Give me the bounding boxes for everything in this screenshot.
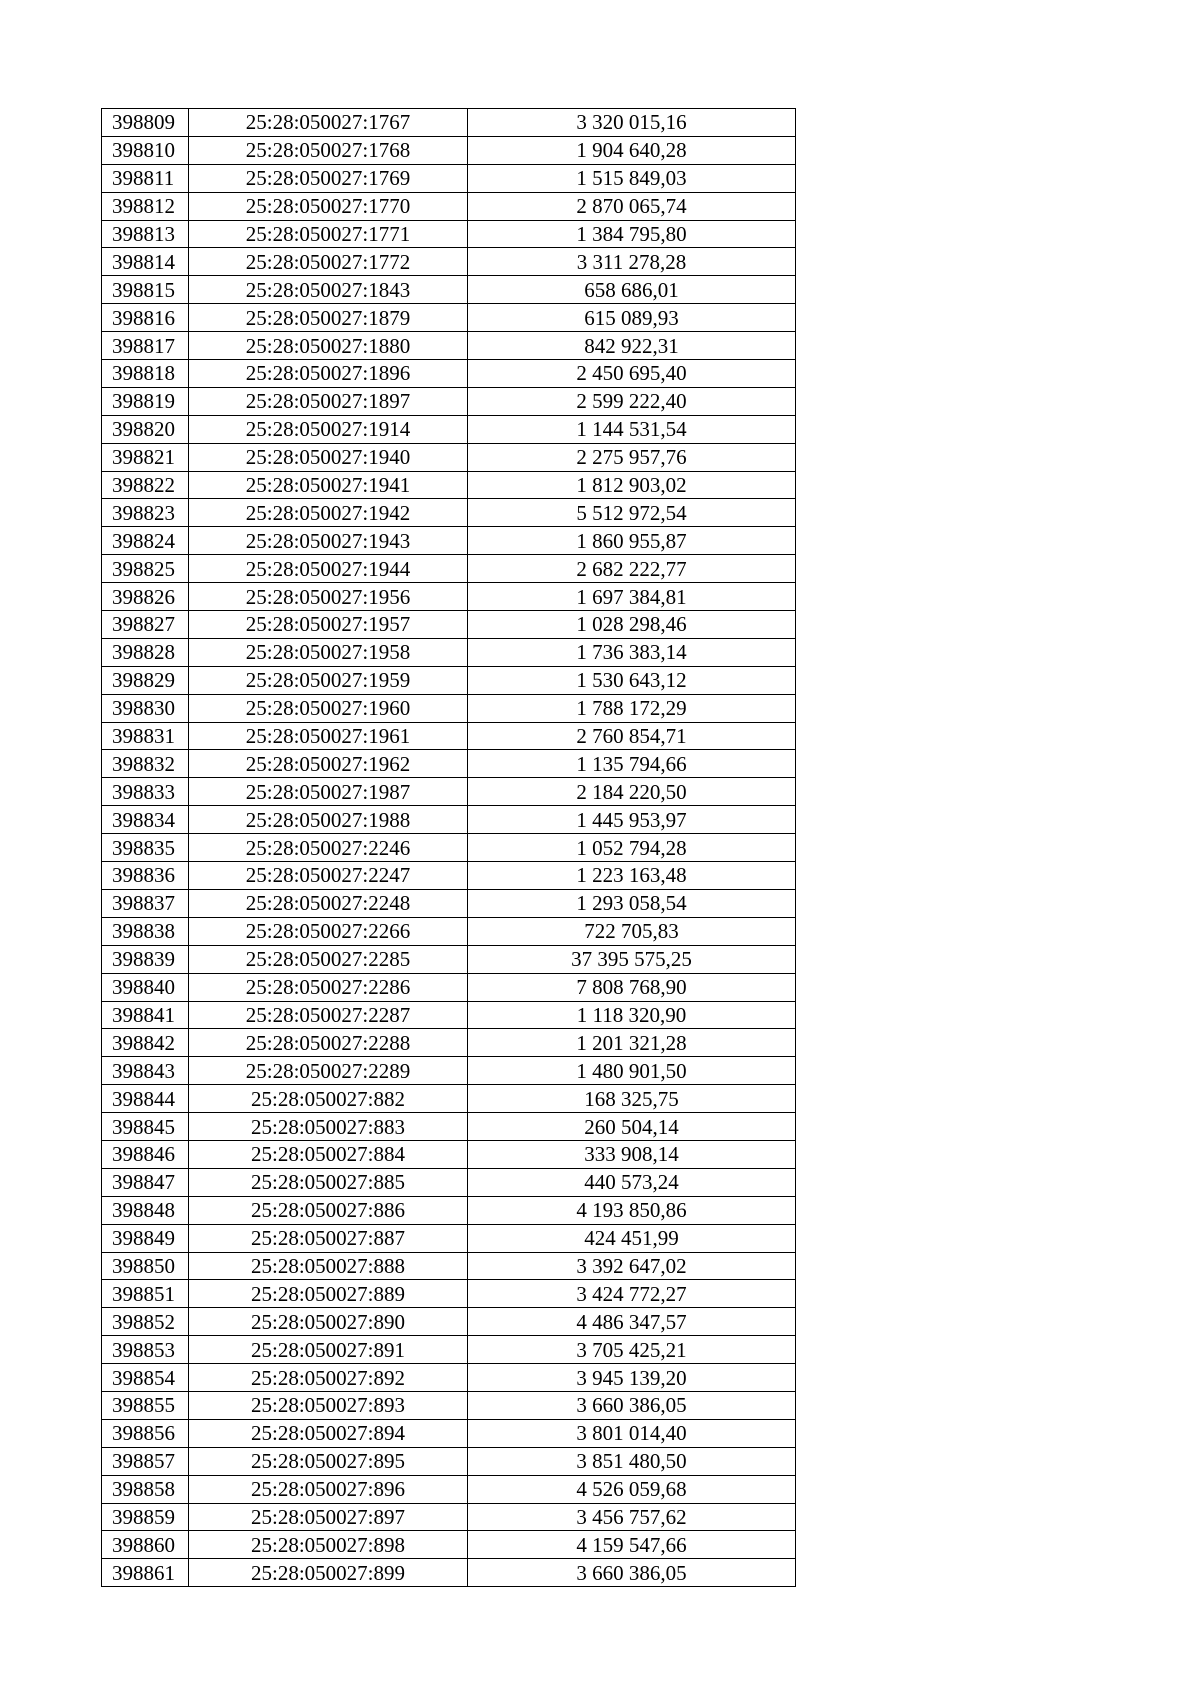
table-row [102, 583, 796, 611]
cadastral-number-cell: 25:28:050027:1961 [189, 722, 468, 750]
row-number-cell: 398810 [102, 136, 189, 164]
table-row [102, 192, 796, 220]
row-number-cell: 398849 [102, 1224, 189, 1252]
cadastral-value-cell: 615 089,93 [468, 304, 796, 332]
cadastral-value-cell: 2 760 854,71 [468, 722, 796, 750]
cadastral-number-cell: 25:28:050027:899 [189, 1559, 468, 1587]
cadastral-number-cell: 25:28:050027:1956 [189, 583, 468, 611]
table-row [102, 220, 796, 248]
table-row [102, 499, 796, 527]
table-row [102, 1140, 796, 1168]
row-number-cell: 398852 [102, 1308, 189, 1336]
cadastral-number-cell: 25:28:050027:1987 [189, 778, 468, 806]
table-row [102, 276, 796, 304]
table-row [102, 1447, 796, 1475]
row-number-cell: 398858 [102, 1475, 189, 1503]
cadastral-number-cell: 25:28:050027:1769 [189, 164, 468, 192]
row-number-cell: 398818 [102, 360, 189, 388]
cadastral-value-cell: 1 904 640,28 [468, 136, 796, 164]
cadastral-value-cell: 333 908,14 [468, 1140, 796, 1168]
row-number-cell: 398859 [102, 1503, 189, 1531]
table-row [102, 1057, 796, 1085]
row-number-cell: 398814 [102, 248, 189, 276]
row-number-cell: 398847 [102, 1168, 189, 1196]
cadastral-number-cell: 25:28:050027:2285 [189, 945, 468, 973]
cadastral-number-cell: 25:28:050027:2246 [189, 834, 468, 862]
cadastral-value-cell: 1 052 794,28 [468, 834, 796, 862]
cadastral-value-cell: 2 870 065,74 [468, 192, 796, 220]
row-number-cell: 398835 [102, 834, 189, 862]
cadastral-number-cell: 25:28:050027:1914 [189, 415, 468, 443]
table-body [102, 109, 796, 1587]
cadastral-value-table [101, 108, 796, 1587]
row-number-cell: 398861 [102, 1559, 189, 1587]
row-number-cell: 398833 [102, 778, 189, 806]
table-row [102, 360, 796, 388]
cadastral-number-cell: 25:28:050027:1943 [189, 527, 468, 555]
row-number-cell: 398839 [102, 945, 189, 973]
row-number-cell: 398830 [102, 694, 189, 722]
table-row [102, 1001, 796, 1029]
table-row [102, 1224, 796, 1252]
table-row [102, 332, 796, 360]
cadastral-value-cell: 4 526 059,68 [468, 1475, 796, 1503]
table-row [102, 443, 796, 471]
row-number-cell: 398843 [102, 1057, 189, 1085]
cadastral-value-cell: 1 445 953,97 [468, 806, 796, 834]
cadastral-number-cell: 25:28:050027:886 [189, 1196, 468, 1224]
row-number-cell: 398844 [102, 1085, 189, 1113]
table-row [102, 945, 796, 973]
row-number-cell: 398813 [102, 220, 189, 248]
row-number-cell: 398860 [102, 1531, 189, 1559]
table-row [102, 1029, 796, 1057]
cadastral-number-cell: 25:28:050027:2289 [189, 1057, 468, 1085]
row-number-cell: 398829 [102, 666, 189, 694]
cadastral-number-cell: 25:28:050027:1941 [189, 471, 468, 499]
table-row [102, 889, 796, 917]
table-row [102, 109, 796, 137]
cadastral-value-cell: 1 736 383,14 [468, 638, 796, 666]
cadastral-value-cell: 3 705 425,21 [468, 1336, 796, 1364]
table-row [102, 694, 796, 722]
cadastral-number-cell: 25:28:050027:1896 [189, 360, 468, 388]
cadastral-number-cell: 25:28:050027:1772 [189, 248, 468, 276]
row-number-cell: 398842 [102, 1029, 189, 1057]
row-number-cell: 398857 [102, 1447, 189, 1475]
row-number-cell: 398831 [102, 722, 189, 750]
row-number-cell: 398822 [102, 471, 189, 499]
cadastral-value-cell: 658 686,01 [468, 276, 796, 304]
table-row [102, 304, 796, 332]
table-row [102, 527, 796, 555]
cadastral-number-cell: 25:28:050027:1879 [189, 304, 468, 332]
cadastral-value-cell: 3 424 772,27 [468, 1280, 796, 1308]
cadastral-number-cell: 25:28:050027:883 [189, 1113, 468, 1141]
cadastral-value-cell: 1 788 172,29 [468, 694, 796, 722]
row-number-cell: 398836 [102, 862, 189, 890]
cadastral-value-cell: 3 392 647,02 [468, 1252, 796, 1280]
cadastral-value-cell: 1 293 058,54 [468, 889, 796, 917]
row-number-cell: 398840 [102, 973, 189, 1001]
cadastral-value-cell: 4 159 547,66 [468, 1531, 796, 1559]
cadastral-value-cell: 1 860 955,87 [468, 527, 796, 555]
cadastral-value-cell: 1 530 643,12 [468, 666, 796, 694]
cadastral-value-cell: 1 144 531,54 [468, 415, 796, 443]
cadastral-value-cell: 168 325,75 [468, 1085, 796, 1113]
table-row [102, 917, 796, 945]
row-number-cell: 398848 [102, 1196, 189, 1224]
row-number-cell: 398855 [102, 1391, 189, 1419]
row-number-cell: 398826 [102, 583, 189, 611]
cadastral-number-cell: 25:28:050027:891 [189, 1336, 468, 1364]
row-number-cell: 398811 [102, 164, 189, 192]
row-number-cell: 398828 [102, 638, 189, 666]
cadastral-value-cell: 2 599 222,40 [468, 387, 796, 415]
cadastral-number-cell: 25:28:050027:884 [189, 1140, 468, 1168]
cadastral-value-cell: 1 135 794,66 [468, 750, 796, 778]
row-number-cell: 398823 [102, 499, 189, 527]
table-row [102, 136, 796, 164]
row-number-cell: 398834 [102, 806, 189, 834]
cadastral-value-cell: 1 515 849,03 [468, 164, 796, 192]
table-row [102, 1168, 796, 1196]
cadastral-value-cell: 2 275 957,76 [468, 443, 796, 471]
row-number-cell: 398837 [102, 889, 189, 917]
cadastral-number-cell: 25:28:050027:1960 [189, 694, 468, 722]
row-number-cell: 398816 [102, 304, 189, 332]
cadastral-number-cell: 25:28:050027:2288 [189, 1029, 468, 1057]
cadastral-number-cell: 25:28:050027:887 [189, 1224, 468, 1252]
cadastral-value-cell: 3 660 386,05 [468, 1391, 796, 1419]
cadastral-number-cell: 25:28:050027:889 [189, 1280, 468, 1308]
table-row [102, 415, 796, 443]
cadastral-number-cell: 25:28:050027:1771 [189, 220, 468, 248]
row-number-cell: 398809 [102, 109, 189, 137]
table-row [102, 1113, 796, 1141]
cadastral-number-cell: 25:28:050027:897 [189, 1503, 468, 1531]
cadastral-number-cell: 25:28:050027:1767 [189, 109, 468, 137]
table-row [102, 778, 796, 806]
table-row [102, 1475, 796, 1503]
cadastral-value-cell: 1 697 384,81 [468, 583, 796, 611]
table-row [102, 1391, 796, 1419]
cadastral-value-cell: 1 812 903,02 [468, 471, 796, 499]
row-number-cell: 398825 [102, 555, 189, 583]
cadastral-number-cell: 25:28:050027:1942 [189, 499, 468, 527]
cadastral-number-cell: 25:28:050027:895 [189, 1447, 468, 1475]
cadastral-number-cell: 25:28:050027:882 [189, 1085, 468, 1113]
table-row [102, 387, 796, 415]
row-number-cell: 398841 [102, 1001, 189, 1029]
cadastral-number-cell: 25:28:050027:2286 [189, 973, 468, 1001]
row-number-cell: 398817 [102, 332, 189, 360]
cadastral-value-cell: 3 801 014,40 [468, 1419, 796, 1447]
cadastral-value-cell: 3 456 757,62 [468, 1503, 796, 1531]
table-row [102, 806, 796, 834]
cadastral-number-cell: 25:28:050027:1958 [189, 638, 468, 666]
table-row [102, 1336, 796, 1364]
cadastral-value-cell: 3 851 480,50 [468, 1447, 796, 1475]
table-row [102, 1280, 796, 1308]
table-row [102, 1196, 796, 1224]
cadastral-value-cell: 1 384 795,80 [468, 220, 796, 248]
cadastral-number-cell: 25:28:050027:2266 [189, 917, 468, 945]
cadastral-value-cell: 424 451,99 [468, 1224, 796, 1252]
row-number-cell: 398815 [102, 276, 189, 304]
row-number-cell: 398821 [102, 443, 189, 471]
cadastral-number-cell: 25:28:050027:888 [189, 1252, 468, 1280]
cadastral-number-cell: 25:28:050027:1880 [189, 332, 468, 360]
cadastral-value-cell: 1 480 901,50 [468, 1057, 796, 1085]
table-row [102, 555, 796, 583]
row-number-cell: 398854 [102, 1364, 189, 1392]
row-number-cell: 398819 [102, 387, 189, 415]
row-number-cell: 398824 [102, 527, 189, 555]
cadastral-number-cell: 25:28:050027:1944 [189, 555, 468, 583]
cadastral-number-cell: 25:28:050027:1959 [189, 666, 468, 694]
row-number-cell: 398856 [102, 1419, 189, 1447]
cadastral-number-cell: 25:28:050027:1897 [189, 387, 468, 415]
row-number-cell: 398827 [102, 611, 189, 639]
table-row [102, 973, 796, 1001]
table-row [102, 1503, 796, 1531]
row-number-cell: 398846 [102, 1140, 189, 1168]
cadastral-value-cell: 2 682 222,77 [468, 555, 796, 583]
table-row [102, 1531, 796, 1559]
cadastral-number-cell: 25:28:050027:2247 [189, 862, 468, 890]
row-number-cell: 398853 [102, 1336, 189, 1364]
cadastral-value-cell: 1 201 321,28 [468, 1029, 796, 1057]
cadastral-number-cell: 25:28:050027:892 [189, 1364, 468, 1392]
cadastral-value-cell: 5 512 972,54 [468, 499, 796, 527]
table-row [102, 862, 796, 890]
table-row [102, 834, 796, 862]
cadastral-value-cell: 2 450 695,40 [468, 360, 796, 388]
cadastral-number-cell: 25:28:050027:1962 [189, 750, 468, 778]
cadastral-value-cell: 3 945 139,20 [468, 1364, 796, 1392]
table-row [102, 471, 796, 499]
table-row [102, 638, 796, 666]
table-row [102, 666, 796, 694]
cadastral-number-cell: 25:28:050027:1957 [189, 611, 468, 639]
cadastral-value-cell: 1 223 163,48 [468, 862, 796, 890]
row-number-cell: 398832 [102, 750, 189, 778]
cadastral-value-cell: 722 705,83 [468, 917, 796, 945]
cadastral-value-cell: 842 922,31 [468, 332, 796, 360]
cadastral-value-cell: 3 660 386,05 [468, 1559, 796, 1587]
cadastral-number-cell: 25:28:050027:894 [189, 1419, 468, 1447]
cadastral-value-cell: 37 395 575,25 [468, 945, 796, 973]
cadastral-value-cell: 1 118 320,90 [468, 1001, 796, 1029]
cadastral-number-cell: 25:28:050027:1843 [189, 276, 468, 304]
cadastral-number-cell: 25:28:050027:890 [189, 1308, 468, 1336]
cadastral-number-cell: 25:28:050027:898 [189, 1531, 468, 1559]
table-row [102, 1085, 796, 1113]
cadastral-number-cell: 25:28:050027:2287 [189, 1001, 468, 1029]
table-row [102, 1308, 796, 1336]
table-row [102, 750, 796, 778]
table-row [102, 611, 796, 639]
cadastral-value-cell: 4 486 347,57 [468, 1308, 796, 1336]
cadastral-value-cell: 2 184 220,50 [468, 778, 796, 806]
cadastral-value-cell: 7 808 768,90 [468, 973, 796, 1001]
row-number-cell: 398838 [102, 917, 189, 945]
cadastral-value-cell: 1 028 298,46 [468, 611, 796, 639]
table-row [102, 1364, 796, 1392]
cadastral-number-cell: 25:28:050027:1770 [189, 192, 468, 220]
cadastral-number-cell: 25:28:050027:893 [189, 1391, 468, 1419]
cadastral-value-cell: 260 504,14 [468, 1113, 796, 1141]
table-row [102, 1559, 796, 1587]
cadastral-number-cell: 25:28:050027:1940 [189, 443, 468, 471]
cadastral-value-cell: 3 311 278,28 [468, 248, 796, 276]
table-row [102, 248, 796, 276]
cadastral-number-cell: 25:28:050027:2248 [189, 889, 468, 917]
cadastral-value-cell: 4 193 850,86 [468, 1196, 796, 1224]
cadastral-number-cell: 25:28:050027:1768 [189, 136, 468, 164]
row-number-cell: 398851 [102, 1280, 189, 1308]
table-row [102, 164, 796, 192]
row-number-cell: 398845 [102, 1113, 189, 1141]
cadastral-value-cell: 3 320 015,16 [468, 109, 796, 137]
table-row [102, 1252, 796, 1280]
table-row [102, 722, 796, 750]
cadastral-number-cell: 25:28:050027:896 [189, 1475, 468, 1503]
cadastral-value-cell: 440 573,24 [468, 1168, 796, 1196]
table-row [102, 1419, 796, 1447]
row-number-cell: 398850 [102, 1252, 189, 1280]
cadastral-number-cell: 25:28:050027:1988 [189, 806, 468, 834]
row-number-cell: 398812 [102, 192, 189, 220]
row-number-cell: 398820 [102, 415, 189, 443]
cadastral-number-cell: 25:28:050027:885 [189, 1168, 468, 1196]
